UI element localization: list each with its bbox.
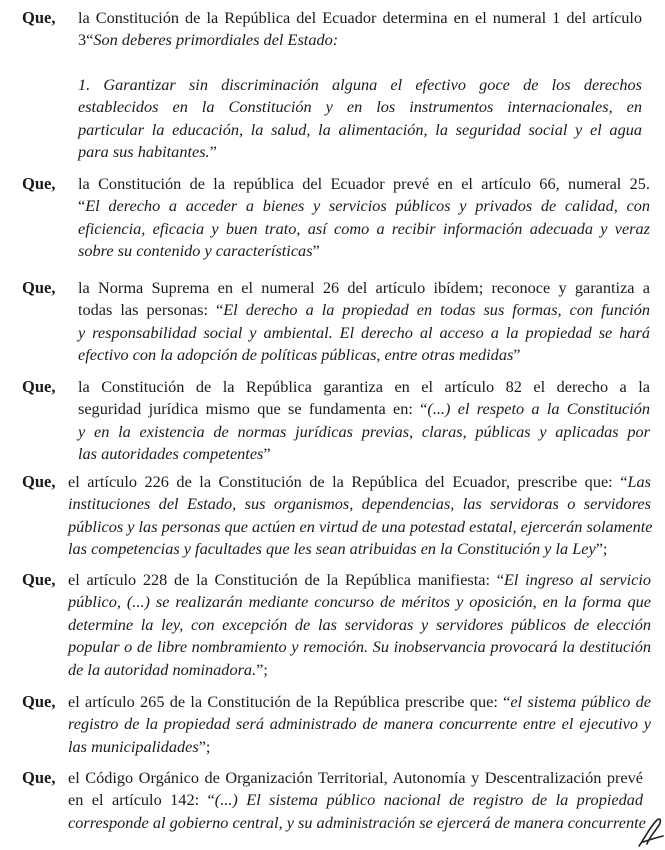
quoted-numeral: [78, 74, 642, 164]
text-line: el Código Orgánico de Organización Territorial, Autonomía y Descentralización prevé: [68, 768, 643, 787]
clause-label: Que,: [22, 570, 56, 589]
text-line: el artículo 228 de la Constitución de la República manifiesta: “El ingreso al servicio: [68, 570, 652, 589]
clause-text: [78, 173, 650, 263]
clause-text: [68, 691, 651, 758]
text-line: instituciones del Estado, sus organismos, dependencias, las servidoras o servidores: [68, 494, 651, 514]
text-line: las municipalidades”;: [68, 736, 211, 756]
text-line: 1. Garantizar sin discriminación alguna el efectivo goce de los derechos: [78, 75, 642, 94]
text-line: el artículo 265 de la Constitución de la República prescribe que: “el sistema público de: [68, 692, 651, 711]
text-line: particular la educación, la salud, la alimentación, la seguridad social y el agua: [78, 119, 642, 139]
text-line: la Constitución de la República garantiza en el artículo 82 el derecho a la: [78, 377, 650, 396]
clause-label: Que,: [22, 768, 56, 787]
signature-mark: [635, 816, 665, 848]
text-line: la Norma Suprema en el numeral 26 del artículo ibídem; reconoce y garantiza a: [78, 278, 650, 297]
clause-label: Que,: [22, 8, 56, 27]
clause-text: [78, 277, 650, 367]
text-line: “El derecho a acceder a bienes y servicios públicos y privados de calidad, con: [78, 196, 650, 216]
text-line: corresponde al gobierno central, y su administración se ejercerá de manera concurrente: [68, 812, 646, 832]
text-line: sobre su contenido y características”: [78, 241, 320, 261]
clause-text: [78, 376, 650, 466]
text-line: efectivo con la adopción de políticas públicas, entre otras medidas”: [78, 345, 521, 365]
clause-label: Que,: [22, 278, 56, 297]
text-line: 3“Son deberes primordiales del Estado:: [78, 30, 339, 50]
clause-text: [78, 7, 642, 52]
text-line: y en la existencia de normas jurídicas previas, claras, públicas y aplicadas por: [78, 421, 650, 441]
text-line: establecidos en la Constitución y en los instrumentos internacionales, en: [78, 97, 642, 117]
text-line: las autoridades competentes”: [78, 444, 271, 464]
clause-label: Que,: [22, 174, 56, 193]
clause-text: [68, 767, 646, 834]
text-line: popular o de libre nombramiento y remoción. Su inobservancia provocará la destitución: [68, 637, 651, 657]
text-line: de la autoridad nominadora.”;: [68, 659, 268, 679]
text-line: en el artículo 142: “(...) El sistema público nacional de registro de la propiedad: [68, 790, 644, 810]
text-line: seguridad jurídica mismo que se fundamenta en: “(...) el respeto a la Constitución: [78, 399, 650, 419]
text-line: eficiencia, eficacia y buen trato, así como a recibir información adecuada y veraz: [78, 218, 650, 238]
text-line: la Constitución de la República del Ecuador determina en el numeral 1 del artículo: [78, 8, 642, 27]
clause-label: Que,: [22, 692, 56, 711]
text-line: las competencias y facultades que les sean atribuidas en la Constitución y la Ley”;: [68, 539, 608, 559]
clause-text: [68, 569, 651, 681]
text-line: para sus habitantes.”: [78, 142, 217, 162]
text-line: registro de la propiedad será administrado de manera concurrente entre el ejecutivo y: [68, 714, 651, 734]
text-line: y responsabilidad social y ambiental. El derecho al acceso a la propiedad se hará: [78, 322, 650, 342]
clause-text: [68, 471, 651, 561]
text-line: público, (...) se realizarán mediante concurso de méritos y oposición, en la forma que: [68, 592, 651, 612]
text-line: determine la ley, con excepción de las servidoras y servidores públicos de elección: [68, 614, 651, 634]
clause-label: Que,: [22, 472, 56, 491]
text-line: todas las personas: “El derecho a la propiedad en todas sus formas, con función: [78, 300, 650, 320]
clause-label: Que,: [22, 377, 56, 396]
text-line: públicos y las personas que actúen en virtud de una potestad estatal, ejercerán solamente: [68, 516, 653, 536]
text-line: el artículo 226 de la Constitución de la República del Ecuador, prescribe que: “Las: [68, 472, 651, 491]
text-line: la Constitución de la república del Ecuador prevé en el artículo 66, numeral 25.: [78, 174, 650, 193]
